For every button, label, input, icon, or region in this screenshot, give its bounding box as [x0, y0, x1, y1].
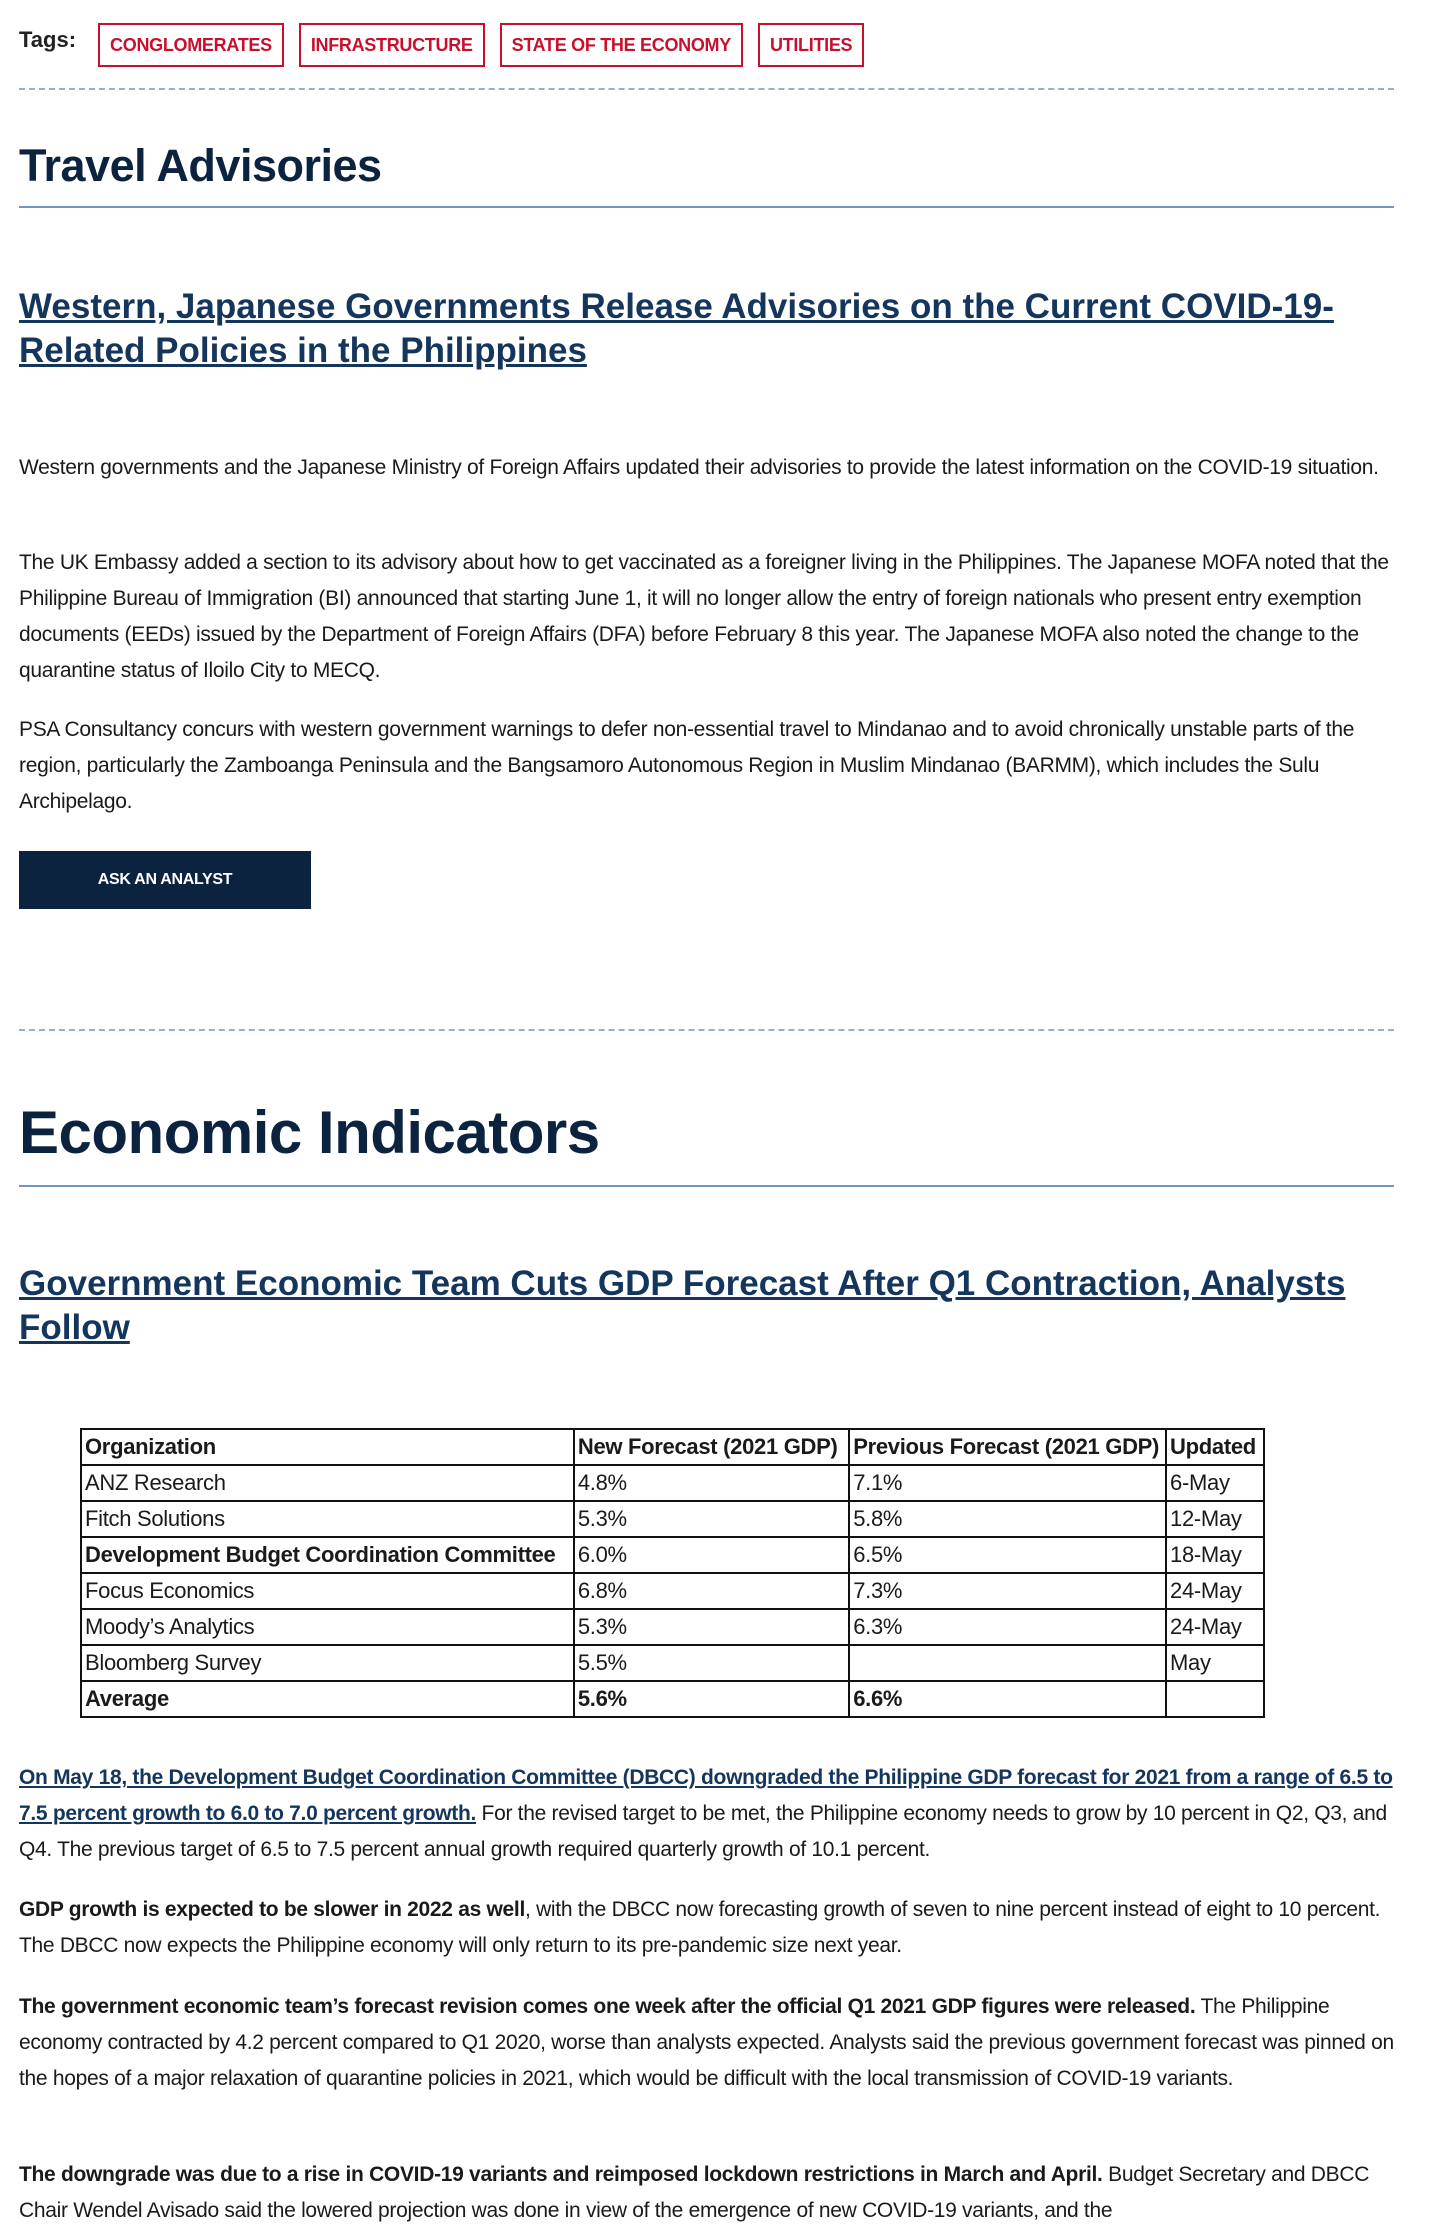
table-cell: 5.6% [574, 1681, 849, 1717]
table-header-row [81, 1429, 1264, 1465]
table-cell: 5.3% [574, 1501, 849, 1537]
article-headline-economic[interactable]: Government Economic Team Cuts GDP Forecast After Q1 Contraction, Analysts Follow [19, 1264, 1346, 1347]
table-cell: 7.1% [849, 1465, 1166, 1501]
paragraph-text: The Philippine economy contracted by 4.2 percent compared to Q1 2020, worse than analysts expected. Analysts said the previous government forecast was pinned on the hopes of a major relaxation of quarantine policies in 2021, which would be difficult with the local transmission of COVID-19 variants. [19, 1995, 1394, 2090]
table-cell: Focus Economics [81, 1573, 574, 1609]
table-row [81, 1609, 1264, 1645]
economic-paragraph-3 [19, 1989, 1394, 2097]
table-cell: Bloomberg Survey [81, 1645, 574, 1681]
table-cell: 6.6% [849, 1681, 1166, 1717]
table-cell: 18-May [1166, 1537, 1264, 1573]
tags-label: Tags: [19, 27, 77, 52]
paragraph-lead: GDP growth is expected to be slower in 2022 as well [19, 1898, 525, 1921]
travel-paragraph-1: Western governments and the Japanese Ministry of Foreign Affairs updated their advisories to provide the latest information on the COVID-19 situation. [19, 456, 1379, 479]
column-header: Updated [1166, 1429, 1264, 1465]
table-row-average [81, 1681, 1264, 1717]
table-cell: 6.3% [849, 1609, 1166, 1645]
table-cell: 24-May [1166, 1573, 1264, 1609]
economic-paragraph-4 [19, 2157, 1394, 2229]
title-underline [19, 1185, 1394, 1187]
table-cell [1166, 1681, 1264, 1717]
section-title-economic: Economic Indicators [19, 1099, 600, 1166]
dbcc-downgrade-link[interactable]: On May 18, the Development Budget Coordination Committee (DBCC) downgraded the Philippine GDP forecast for 2021 from a range of 6.5 to 7.5 percent growth to 6.0 to 7.0 percent growth. [19, 1766, 1393, 1825]
article-headline-travel[interactable]: Western, Japanese Governments Release Advisories on the Current COVID-19-Related Policies in the Philippines [19, 287, 1334, 370]
table-cell: 5.5% [574, 1645, 849, 1681]
section-title-travel: Travel Advisories [19, 140, 382, 191]
table-row [81, 1573, 1264, 1609]
paragraph-lead: The government economic team’s forecast revision comes one week after the official Q1 2021 GDP figures were released. [19, 1995, 1196, 2018]
table-cell: Development Budget Coordination Committee [81, 1537, 574, 1573]
table-row [81, 1645, 1264, 1681]
table-cell: 5.3% [574, 1609, 849, 1645]
column-header: Previous Forecast (2021 GDP) [849, 1429, 1166, 1465]
tag-conglomerates[interactable]: CONGLOMERATES [98, 23, 284, 67]
ask-an-analyst-button[interactable]: ASK AN ANALYST [19, 851, 311, 909]
paragraph-lead: The downgrade was due to a rise in COVID-19 variants and reimposed lockdown restrictions in March and April. [19, 2163, 1103, 2186]
economic-paragraph-2 [19, 1892, 1394, 1964]
table-cell: 24-May [1166, 1609, 1264, 1645]
tag-state-of-the-economy[interactable]: STATE OF THE ECONOMY [500, 23, 743, 67]
table-cell: 7.3% [849, 1573, 1166, 1609]
tag-infrastructure[interactable]: INFRASTRUCTURE [299, 23, 485, 67]
table-cell: ANZ Research [81, 1465, 574, 1501]
travel-paragraph-3: PSA Consultancy concurs with western government warnings to defer non-essential travel to Mindanao and to avoid chronically unstable parts of the region, particularly the Zamboanga Peninsula and the Bangsamoro Autonomous Region in Muslim Mindanao (BARMM), which includes the Sulu Archipelago. [19, 718, 1355, 813]
table-cell: 5.8% [849, 1501, 1166, 1537]
table-cell: May [1166, 1645, 1264, 1681]
column-header: Organization [81, 1429, 574, 1465]
table-cell: Moody’s Analytics [81, 1609, 574, 1645]
paragraph-text: Budget Secretary and DBCC Chair Wendel Avisado said the lowered projection was done in view of the emergence of new COVID-19 variants, and the [19, 2163, 1370, 2222]
table-row [81, 1537, 1264, 1573]
table-cell: 6.0% [574, 1537, 849, 1573]
paragraph-text: , with the DBCC now forecasting growth of seven to nine percent instead of eight to 10 percent. The DBCC now expects the Philippine economy will only return to its pre-pandemic size next year. [19, 1898, 1381, 1957]
travel-paragraph-2: The UK Embassy added a section to its advisory about how to get vaccinated as a foreigner living in the Philippines. The Japanese MOFA noted that the Philippine Bureau of Immigration (BI) announced that starting June 1, it will no longer allow the entry of foreign nationals who present entry exemption documents (EEDs) issued by the Department of Foreign Affairs (DFA) before February 8 this year. The Japanese MOFA also noted the change to the quarantine status of Iloilo City to MECQ. [19, 551, 1389, 682]
table-cell: 6-May [1166, 1465, 1264, 1501]
table-cell: 6.8% [574, 1573, 849, 1609]
table-cell: 6.5% [849, 1537, 1166, 1573]
tags-row [19, 22, 1394, 68]
paragraph-text: For the revised target to be met, the Philippine economy needs to grow by 10 percent in Q2, Q3, and Q4. The previous target of 6.5 to 7.5 percent annual growth required quarterly growth of 10.1 percent. [19, 1802, 1387, 1861]
table-cell: 12-May [1166, 1501, 1264, 1537]
table-cell: 4.8% [574, 1465, 849, 1501]
economic-paragraph-1 [19, 1760, 1394, 1868]
section-divider [19, 1029, 1394, 1031]
table-row [81, 1465, 1264, 1501]
table-cell [849, 1645, 1166, 1681]
title-underline [19, 206, 1394, 208]
table-row [81, 1501, 1264, 1537]
tag-utilities[interactable]: UTILITIES [758, 23, 864, 67]
table-cell: Fitch Solutions [81, 1501, 574, 1537]
section-divider [19, 88, 1394, 90]
table-cell: Average [81, 1681, 574, 1717]
column-header: New Forecast (2021 GDP) [574, 1429, 849, 1465]
gdp-forecast-table [80, 1428, 1265, 1718]
